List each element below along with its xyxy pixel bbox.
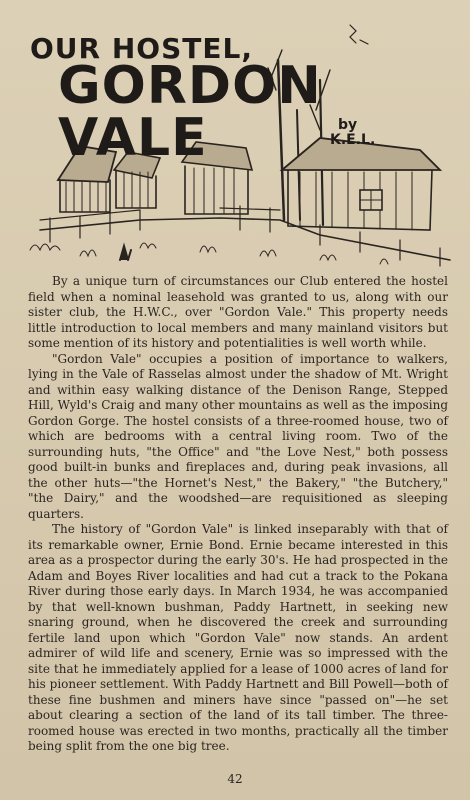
byline-author: K.E.L. xyxy=(330,132,376,149)
article-body xyxy=(28,274,448,755)
paragraph-3: The history of "Gordon Vale" is linked inseparably with that of its remarkable owner, Ernie Bond. Ernie became interested in this area as a prospector during the early 30's. He had prospected in the Adam and Boyes River localities and had cut a track to the Pokana River during those early days. In March 1934, he was accompanied by that well-known bushman, Paddy Hartnett, in seeking new snaring ground, when he discovered the creek and surrounding fertile land upon which "Gordon Vale" now stands. An ardent admirer of wild life and scenery, Ernie was so impressed with the site that he immediately applied for a lease of 1000 acres of land for his pioneer settlement. With Paddy Hartnett and Bill Powell—both of these fine bushmen and miners have since "passed on"—he set about clearing a section of the land of its tall timber. The three-roomed house was erected in two months, practically all the timber being split from the one big tree. xyxy=(28,522,448,753)
title-line-1: OUR HOSTEL, xyxy=(30,32,253,65)
paragraph-2: "Gordon Vale" occupies a position of importance to walkers, lying in the Vale of Rasselas almost under the shadow of Mt. Wright and within easy walking distance of the Denison Range, Stepped Hill, Wyld's Craig and many other mountains as well as the imposing Gordon Gorge. The hostel consists of a three-roomed house, two of which are bedrooms with a central living room. Two of the surrounding huts, "the Office" and "the Love Nest," both possess good built-in bunks and fireplaces and, during peak invasions, all the other huts—"the Hornet's Nest," the Bakery," "the Butchery," "the Dairy," and the woodshed—are requisitioned as sleeping quarters. xyxy=(28,351,449,521)
byline-by: by xyxy=(338,117,358,133)
title-line-2: GORDON VALE xyxy=(58,56,322,168)
page-number: 42 xyxy=(227,772,243,786)
byline xyxy=(330,118,375,149)
paragraph-1: By a unique turn of circumstances our Club entered the hostel field when a nominal leasehold was granted to us, along with our sister club, the H.W.C., over "Gordon Vale." This property needs little introduction to local members and many mainland visitors but some mention of its history and potentialities is well worth while. xyxy=(28,274,448,350)
